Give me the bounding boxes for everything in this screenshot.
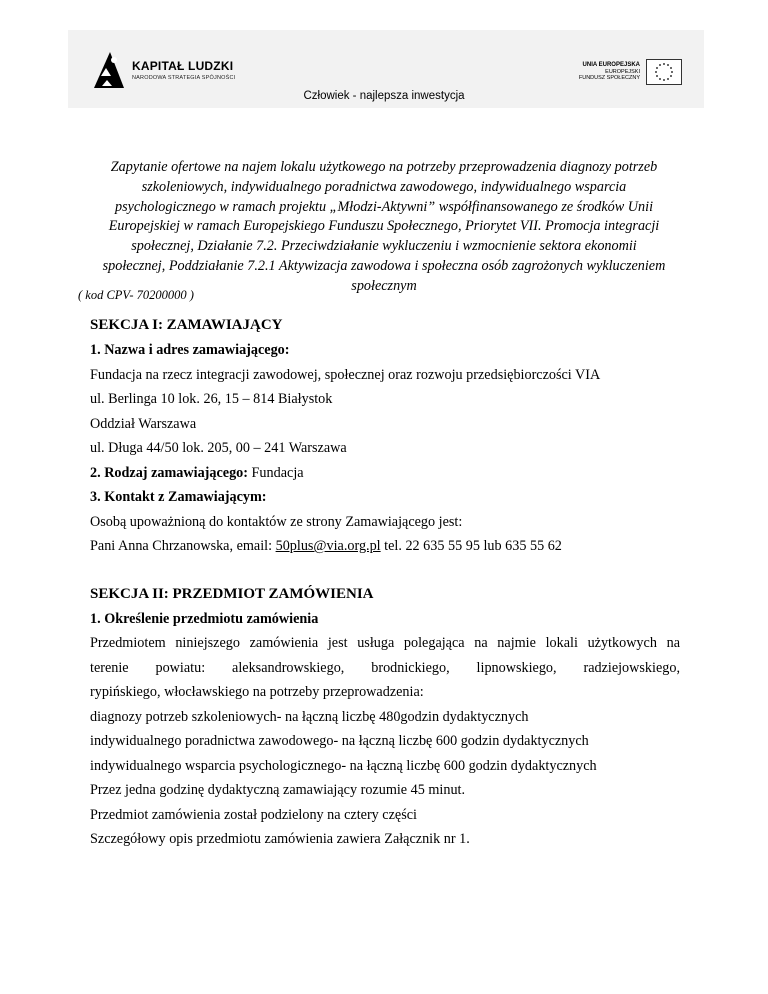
title-line: Zapytanie ofertowe na najem lokalu użytkowego na potrzeby przeprowadzenia diagnozy potrzeb: [110, 159, 658, 175]
eu-logo-line3: FUNDUSZ SPOŁECZNY: [578, 75, 640, 82]
title-line: psychologicznego w ramach projektu „Młodzi-Aktywni” współfinansowanego ze środków Unii: [114, 198, 654, 215]
address-line: ul. Berlinga 10 lok. 26, 15 – 814 Białystok: [90, 391, 333, 407]
contact-prefix: Pani Anna Chrzanowska, email:: [90, 538, 276, 554]
tagline: Człowiek - najlepsza inwestycja: [303, 90, 465, 102]
title-line: społecznym: [351, 277, 417, 294]
sub2-value: Fundacja: [248, 464, 304, 481]
address-line: ul. Długa 44/50 lok. 205, 00 – 241 Warszawa: [90, 440, 347, 456]
list-item: Szczegółowy opis przedmiotu zamówienia zawiera Załącznik nr 1.: [90, 831, 470, 847]
list-item: indywidualnego wsparcia psychologicznego- na łączną liczbę 600 godzin dydaktycznych: [90, 757, 597, 774]
list-item: Przez jedna godzinę dydaktyczną zamawiający rozumie 45 minut.: [90, 782, 466, 798]
document-body: [90, 312, 680, 852]
document-title: [28, 158, 740, 297]
address-line: Fundacja na rzecz integracji zawodowej, społecznej oraz rozwoju przedsiębiorczości VIA: [90, 366, 601, 383]
title-line: społecznej, Działanie 7.2. Przeciwdziałanie wykluczeniu i wzmocnienie sektora ekonomii: [131, 238, 637, 255]
eu-logo: [552, 56, 682, 88]
kapital-ludzki-title: KAPITAŁ LUDZKI: [132, 59, 234, 73]
section2-heading: SEKCJA II: PRZEDMIOT ZAMÓWIENIA: [90, 585, 374, 602]
section1-heading: SEKCJA I: ZAMAWIAJĄCY: [90, 317, 283, 333]
list-item: indywidualnego poradnictwa zawodowego- na łączną liczbę 600 godzin dydaktycznych: [90, 733, 589, 749]
paragraph-line: rypińskiego, włocławskiego na potrzeby przeprowadzenia:: [90, 684, 424, 700]
paragraph-line: terenie powiatu: aleksandrowskiego, brodnickiego, lipnowskiego, radziejowskiego,: [90, 659, 680, 676]
title-line: Europejskiej w ramach Europejskiego Funduszu Społecznego, Priorytet VII. Promocja integracji: [108, 218, 660, 235]
kapital-ludzki-subtitle: NARODOWA STRATEGIA SPÓJNOŚCI: [132, 75, 236, 81]
title-line: społecznej, Poddziałanie 7.2.1 Aktywizacja zawodowa i społeczna osób zagrożonych wykluczeniem: [102, 257, 666, 274]
eu-logo-line1: UNIA EUROPEJSKA: [582, 62, 640, 69]
contact-line: [90, 534, 680, 559]
contact-intro: Osobą upoważnioną do kontaktów ze strony Zamawiającego jest:: [90, 513, 463, 530]
address-line: Oddział Warszawa: [90, 415, 197, 432]
cpv-code: ( kod CPV- 70200000 ): [78, 288, 194, 302]
title-line: szkoleniowych, indywidualnego poradnictwa zawodowego, indywidualnego wsparcia: [141, 178, 627, 195]
section1-sub3: 3. Kontakt z Zamawiającym:: [90, 489, 267, 505]
section1-sub1: 1. Nazwa i adres zamawiającego:: [90, 342, 290, 358]
list-item: Przedmiot zamówienia został podzielony na cztery części: [90, 806, 417, 823]
list-item: diagnozy potrzeb szkoleniowych- na łączną liczbę 480godzin dydaktycznych: [90, 708, 529, 725]
eu-flag-icon: [646, 59, 682, 85]
section1-sub2: [90, 461, 680, 486]
section2-sub1: 1. Określenie przedmiotu zamówienia: [90, 610, 319, 627]
contact-email-link[interactable]: 50plus@via.org.pl: [275, 538, 381, 554]
eu-logo-line2: EUROPEJSKI: [605, 68, 640, 75]
kapital-ludzki-logo: [92, 48, 252, 92]
contact-phone: tel. 22 635 55 95 lub 635 55 62: [380, 538, 562, 554]
sub2-label: 2. Rodzaj zamawiającego:: [90, 464, 248, 481]
kapital-ludzki-emblem-icon: [92, 50, 126, 90]
paragraph-line: Przedmiotem niniejszego zamówienia jest usługa polegająca na najmie lokali użytkowych na: [90, 635, 680, 651]
